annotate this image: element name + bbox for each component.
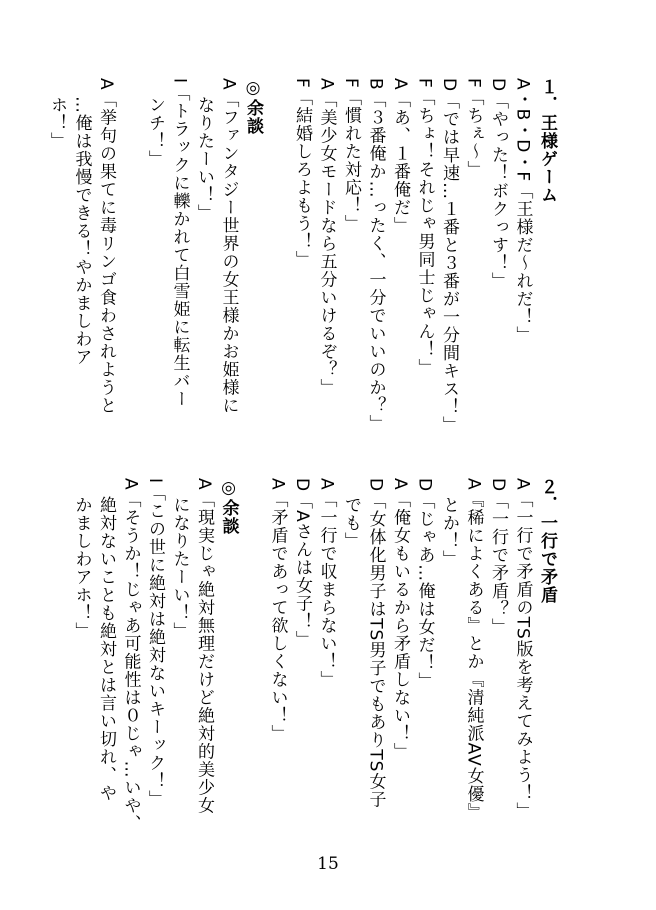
- line-text: 「Aさんは女子！」: [292, 492, 312, 649]
- speaker-label: D: [439, 78, 459, 93]
- line-text: とか！」: [439, 478, 459, 568]
- heading-text: ◎余談: [218, 478, 239, 535]
- speaker-label: A: [194, 478, 214, 491]
- line-text: 「一行で矛盾のTS版を考えてみよう！」: [512, 490, 533, 820]
- line-text: かましわアホ！」: [71, 478, 92, 640]
- heading-text: ◎余談: [243, 78, 263, 135]
- speaker-label: A: [267, 478, 288, 491]
- line-text: ホ！」: [47, 78, 67, 150]
- speaker-label: A: [96, 78, 116, 91]
- speaker-label: A: [463, 478, 484, 491]
- speaker-label: F: [414, 78, 435, 89]
- dialogue-line: [363, 78, 388, 478]
- dialogue-line: [510, 78, 535, 478]
- dialogue-line: [118, 478, 143, 878]
- dialogue-line: [45, 78, 70, 478]
- speaker-label: A: [316, 78, 337, 91]
- heading-text: ２．一行で矛盾: [537, 478, 557, 604]
- speaker-label: B: [365, 78, 386, 91]
- section-heading: [241, 78, 266, 478]
- speaker-label: F: [341, 78, 361, 89]
- line-text: になりたーい！」: [169, 478, 190, 640]
- dialogue-line: [339, 478, 364, 878]
- dialogue-line: [192, 478, 217, 878]
- line-text: 「そうか！じゃあ可能性は０じゃ…いや、: [120, 490, 141, 833]
- dialogue-line: [388, 478, 413, 878]
- section-heading: [535, 478, 560, 878]
- line-text: 「結婚しろよもう！」: [292, 88, 312, 269]
- line-text: …俺は我慢できる！やかましわア: [71, 78, 92, 366]
- line-text: 「一行で矛盾？」: [488, 492, 508, 637]
- line-text: [268, 78, 288, 96]
- line-text: 「では早速…１番と３番が一分間キス！」: [439, 92, 459, 435]
- dialogue-line: [412, 478, 437, 878]
- speaker-label: A: [316, 478, 337, 491]
- dialogue-line: [461, 478, 486, 878]
- dialogue-line: [461, 78, 486, 478]
- speaker-label: F: [463, 78, 484, 89]
- blank-line: [241, 478, 266, 878]
- heading-text: １．王様ゲーム: [537, 78, 557, 204]
- line-text: ンチ！」: [145, 78, 165, 168]
- section-ichigyou-mujun: [69, 478, 559, 878]
- line-text: 『稀によくある』とか『清純派AV女優』: [463, 490, 484, 821]
- line-text: なりたーい！」: [194, 78, 214, 222]
- line-text: 「やった！ボクっす！」: [488, 92, 508, 291]
- dialogue-line: [486, 478, 511, 878]
- dialogue-line: [290, 478, 315, 878]
- dialogue-line: [167, 78, 192, 478]
- dialogue-line: [486, 78, 511, 478]
- dialogue-line: [69, 78, 94, 478]
- line-text: 「この世に絶対は絶対ないキーック！」: [145, 484, 165, 809]
- blank-line: [118, 78, 143, 478]
- line-text: 「現実じゃ絶対無理だけど絶対的美少女: [194, 490, 214, 815]
- speaker-label: A・B・D・F: [512, 78, 533, 183]
- line-text: 「ちょ！それじゃ男同士じゃん！」: [414, 88, 435, 377]
- line-text: 「矛盾であって欲しくない！」: [267, 490, 288, 743]
- speaker-label: D: [488, 78, 508, 93]
- dialogue-line: [388, 78, 413, 478]
- line-text: 「３番俺か…ったく、一分でいいのか？」: [365, 90, 386, 433]
- section-heading: [216, 478, 241, 878]
- line-text: 「俺女もいるから矛盾しない！」: [390, 490, 410, 761]
- speaker-label: A: [218, 78, 239, 91]
- line-text: 「挙句の果てに毒リンゴ食わされようと: [96, 90, 116, 415]
- line-text: 「ちぇ～」: [463, 88, 484, 179]
- speaker-label: D: [365, 478, 386, 493]
- line-text: 「美少女モードなら五分いけるぞ？」: [316, 90, 337, 397]
- line-text: 「ファンタジー世界の女王様かお姫様に: [218, 90, 239, 415]
- dialogue-line: [192, 78, 217, 478]
- page-number: 15: [317, 854, 339, 874]
- dialogue-line: [437, 478, 462, 878]
- blank-line: [265, 78, 290, 478]
- speaker-label: A: [120, 478, 141, 491]
- dialogue-line: [94, 78, 119, 478]
- line-text: [243, 478, 263, 496]
- line-text: 「王様だ～れだ！」: [512, 182, 533, 345]
- line-text: 「トラックに轢かれて白雪姫に転生バー: [169, 84, 190, 409]
- dialogue-line: [437, 78, 462, 478]
- line-text: でも」: [341, 478, 361, 550]
- dialogue-line: [314, 478, 339, 878]
- dialogue-line: [314, 78, 339, 478]
- dialogue-line: [94, 478, 119, 878]
- speaker-label: F: [292, 78, 312, 89]
- dialogue-line: [510, 478, 535, 878]
- line-text: 「あ、１番俺だ」: [390, 90, 410, 235]
- dialogue-line: [216, 78, 241, 478]
- dialogue-line: [412, 78, 437, 478]
- speaker-label: D: [414, 478, 435, 493]
- speaker-label: A: [512, 478, 533, 491]
- dialogue-line: [339, 78, 364, 478]
- speaker-label: A: [390, 478, 410, 491]
- section-heading: [535, 78, 560, 478]
- line-text: 「じゃあ…俺は女だ！」: [414, 492, 435, 691]
- dialogue-line: [143, 78, 168, 478]
- line-text: 「女体化男子はTS男子でもありTS女子: [365, 492, 386, 809]
- line-text: [121, 78, 141, 96]
- dialogue-line: [265, 478, 290, 878]
- speaker-label: A: [390, 78, 410, 91]
- speaker-label: I: [145, 478, 165, 485]
- line-text: 「一行で収まらない！」: [316, 490, 337, 689]
- section-oosama-game: [45, 78, 560, 478]
- dialogue-line: [363, 478, 388, 878]
- dialogue-line: [290, 78, 315, 478]
- line-text: 「慣れた対応！」: [341, 88, 361, 233]
- dialogue-line: [69, 478, 94, 878]
- line-text: 絶対ないことも絶対とは言い切れ、や: [96, 478, 116, 802]
- speaker-label: I: [169, 78, 190, 85]
- speaker-label: D: [292, 478, 312, 493]
- dialogue-line: [143, 478, 168, 878]
- dialogue-line: [167, 478, 192, 878]
- speaker-label: D: [488, 478, 508, 493]
